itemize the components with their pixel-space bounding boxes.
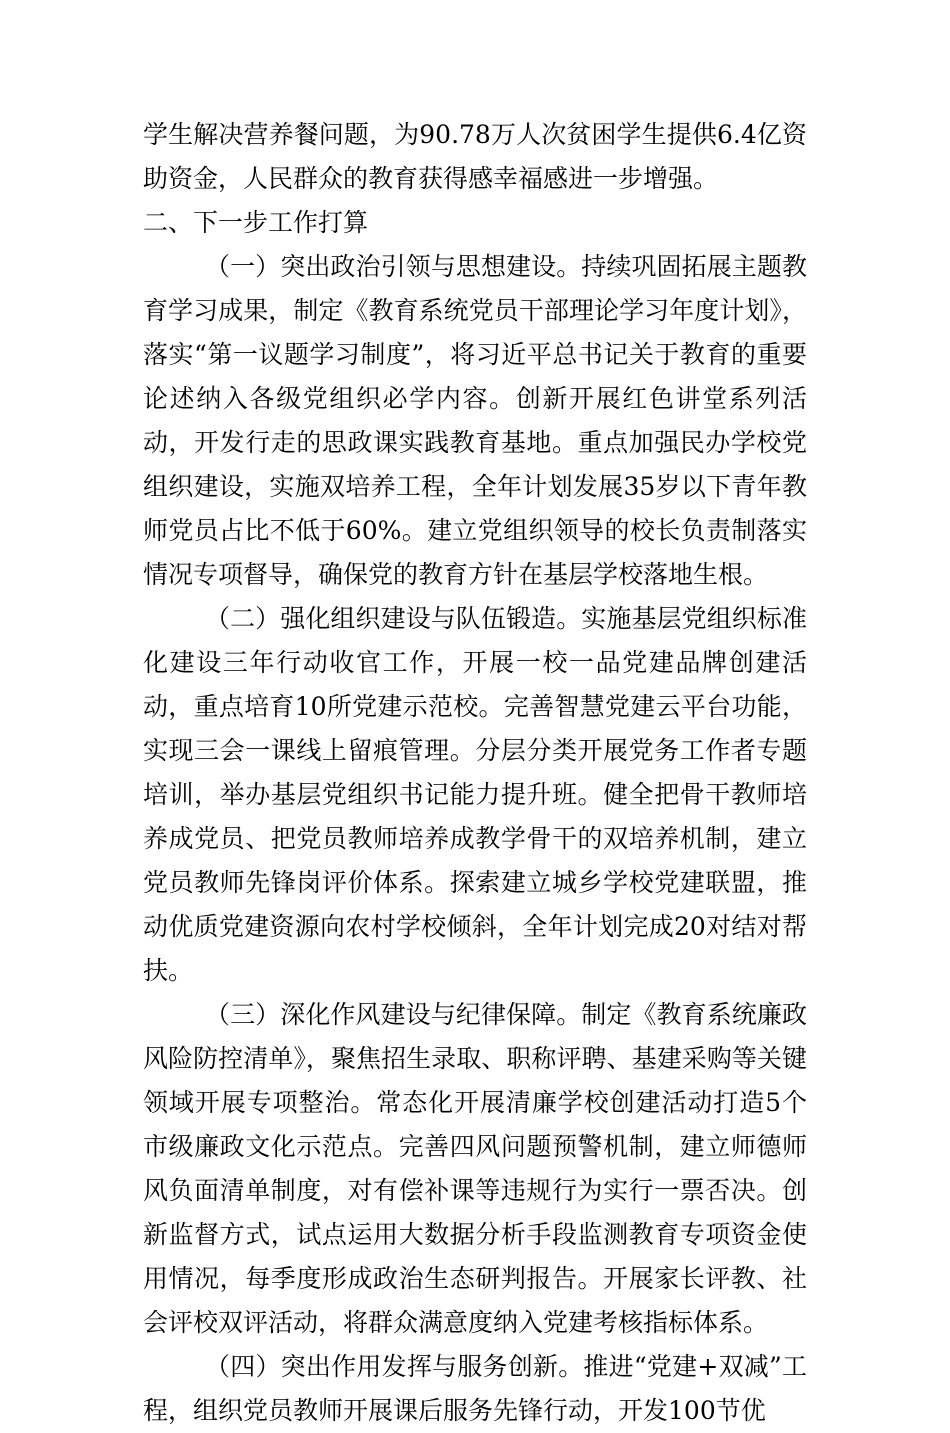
section-paragraph-1 <box>143 245 807 597</box>
section-paragraph-4 <box>143 1345 807 1433</box>
section-lead-2: （二）强化组织建设与队伍锻造。 <box>205 604 582 633</box>
section-paragraph-2 <box>143 597 807 993</box>
section-lead-3: （三）深化作风建设与纪律保障。 <box>205 1000 582 1029</box>
section-body-2: 实施基层党组织标准化建设三年行动收官工作，开展一校一品党建品牌创建活动，重点培育10所党建示范校。完善智慧党建云平台功能，实现三会一课线上留痕管理。分层分类开展党务工作者专题培训，举办基层党组织书记能力提升班。健全把骨干教师培养成党员、把党员教师培养成教学骨干的双培养机制，建立党员教师先锋岗评价体系。探索建立城乡学校党建联盟，推动优质党建资源向农村学校倾斜，全年计划完成20对结对帮扶。 <box>143 604 807 985</box>
section-lead-4: （四）突出作用发挥与服务创新。 <box>205 1352 584 1381</box>
section-heading: 二、下一步工作打算 <box>143 208 369 237</box>
section-body-3: 制定《教育系统廉政风险防控清单》，聚焦招生录取、职称评聘、基建采购等关键领域开展专项整治。常态化开展清廉学校创建活动打造5个市级廉政文化示范点。完善四风问题预警机制，建立师德师风负面清单制度，对有偿补课等违规行为实行一票否决。创新监督方式，试点运用大数据分析手段监测教育专项资金使用情况，每季度形成政治生态研判报告。开展家长评教、社会评校双评活动，将群众满意度纳入党建考核指标体系。 <box>143 1000 807 1337</box>
section-body-4: 推进“党建+双减”工程，组织党员教师开展课后服务先锋行动，开发100节优 <box>143 1352 807 1425</box>
continuation-paragraph: 学生解决营养餐问题，为90.78万人次贫困学生提供6.4亿资助资金，人民群众的教育获得感幸福感进一步增强。 <box>143 120 807 193</box>
section-body-1: 持续巩固拓展主题教育学习成果，制定《教育系统党员干部理论学习年度计划》，落实“第一议题学习制度”，将习近平总书记关于教育的重要论述纳入各级党组织必学内容。创新开展红色讲堂系列活动，开发行走的思政课实践教育基地。重点加强民办学校党组织建设，实施双培养工程，全年计划发展35岁以下青年教师党员占比不低于60%。建立党组织领导的校长负责制落实情况专项督导，确保党的教育方针在基层学校落地生根。 <box>143 252 807 589</box>
document-body <box>143 113 807 1433</box>
section-lead-1: （一）突出政治引领与思想建设。 <box>205 252 582 281</box>
section-paragraph-3 <box>143 993 807 1345</box>
